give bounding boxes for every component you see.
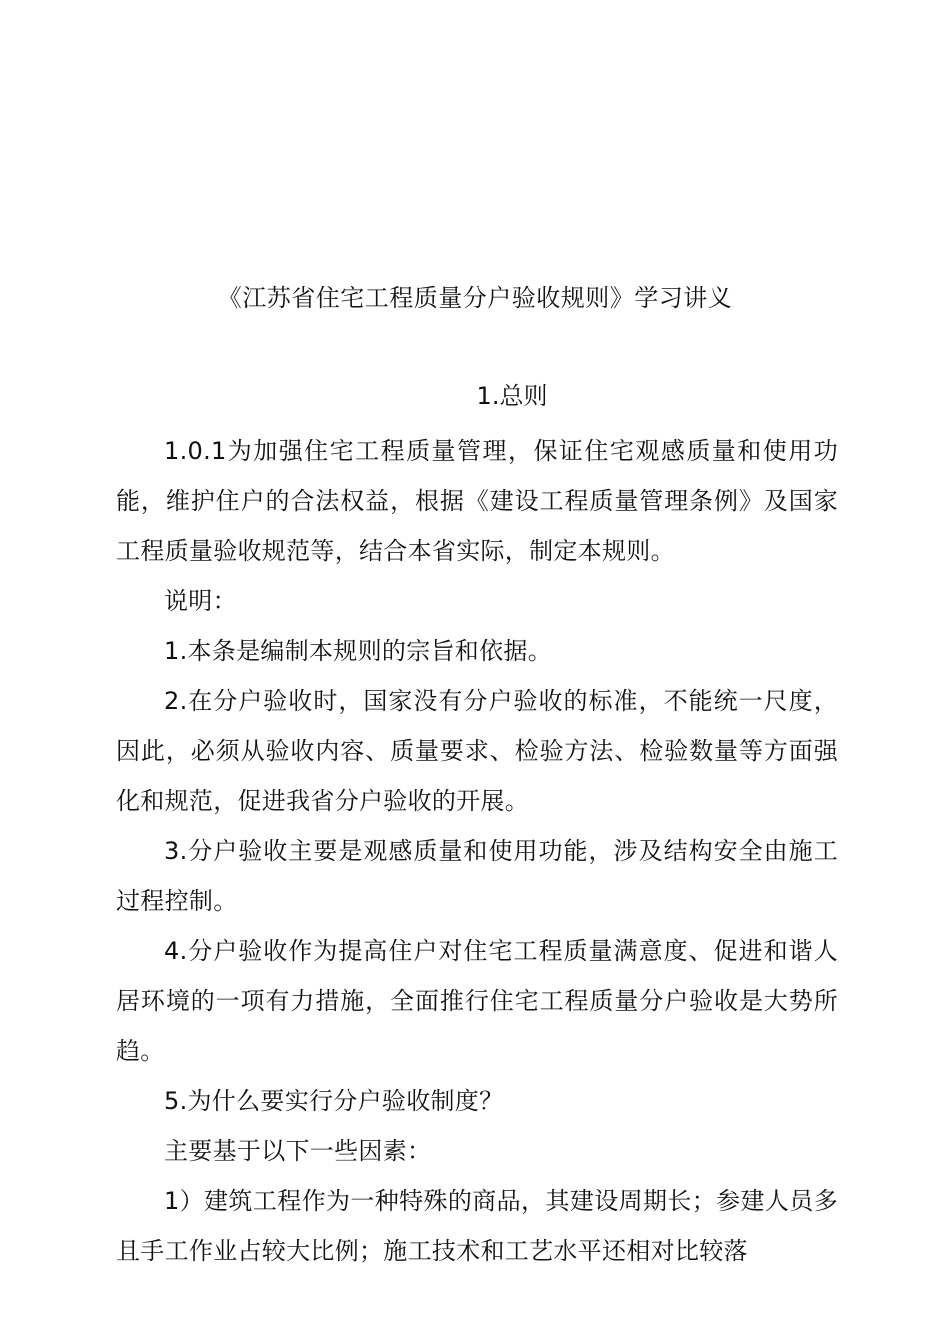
section-heading: 1.总则 [476,382,548,410]
paragraph: 主要基于以下一些因素： [164,1137,432,1165]
paragraph: 1.0.1为加强住宅工程质量管理，保证住宅观感质量和使用功能，维护住户的合法权益，根据《建设工程质量管理条例》及国家工程质量验收规范等，结合本省实际，制定本规则。 [116,437,838,565]
paragraph: 5.为什么要实行分户验收制度？ [164,1087,504,1115]
document-body [116,426,838,1276]
paragraph: 1）建筑工程作为一种特殊的商品，其建设周期长；参建人员多且手工作业占较大比例；施工技术和工艺水平还相对比较落 [116,1187,838,1265]
paragraph: 2.在分户验收时，国家没有分户验收的标准，不能统一尺度，因此，必须从验收内容、质量要求、检验方法、检验数量等方面强化和规范，促进我省分户验收的开展。 [116,687,838,815]
paragraph: 1.本条是编制本规则的宗旨和依据。 [164,637,552,665]
paragraph: 说明： [164,587,237,615]
paragraph: 4.分户验收作为提高住户对住宅工程质量满意度、促进和谐人居环境的一项有力措施，全面推行住宅工程质量分户验收是大势所趋。 [116,937,838,1065]
document-title: 《江苏省住宅工程质量分户验收规则》学习讲义 [217,284,733,312]
paragraph: 3.分户验收主要是观感质量和使用功能，涉及结构安全由施工过程控制。 [116,837,838,915]
